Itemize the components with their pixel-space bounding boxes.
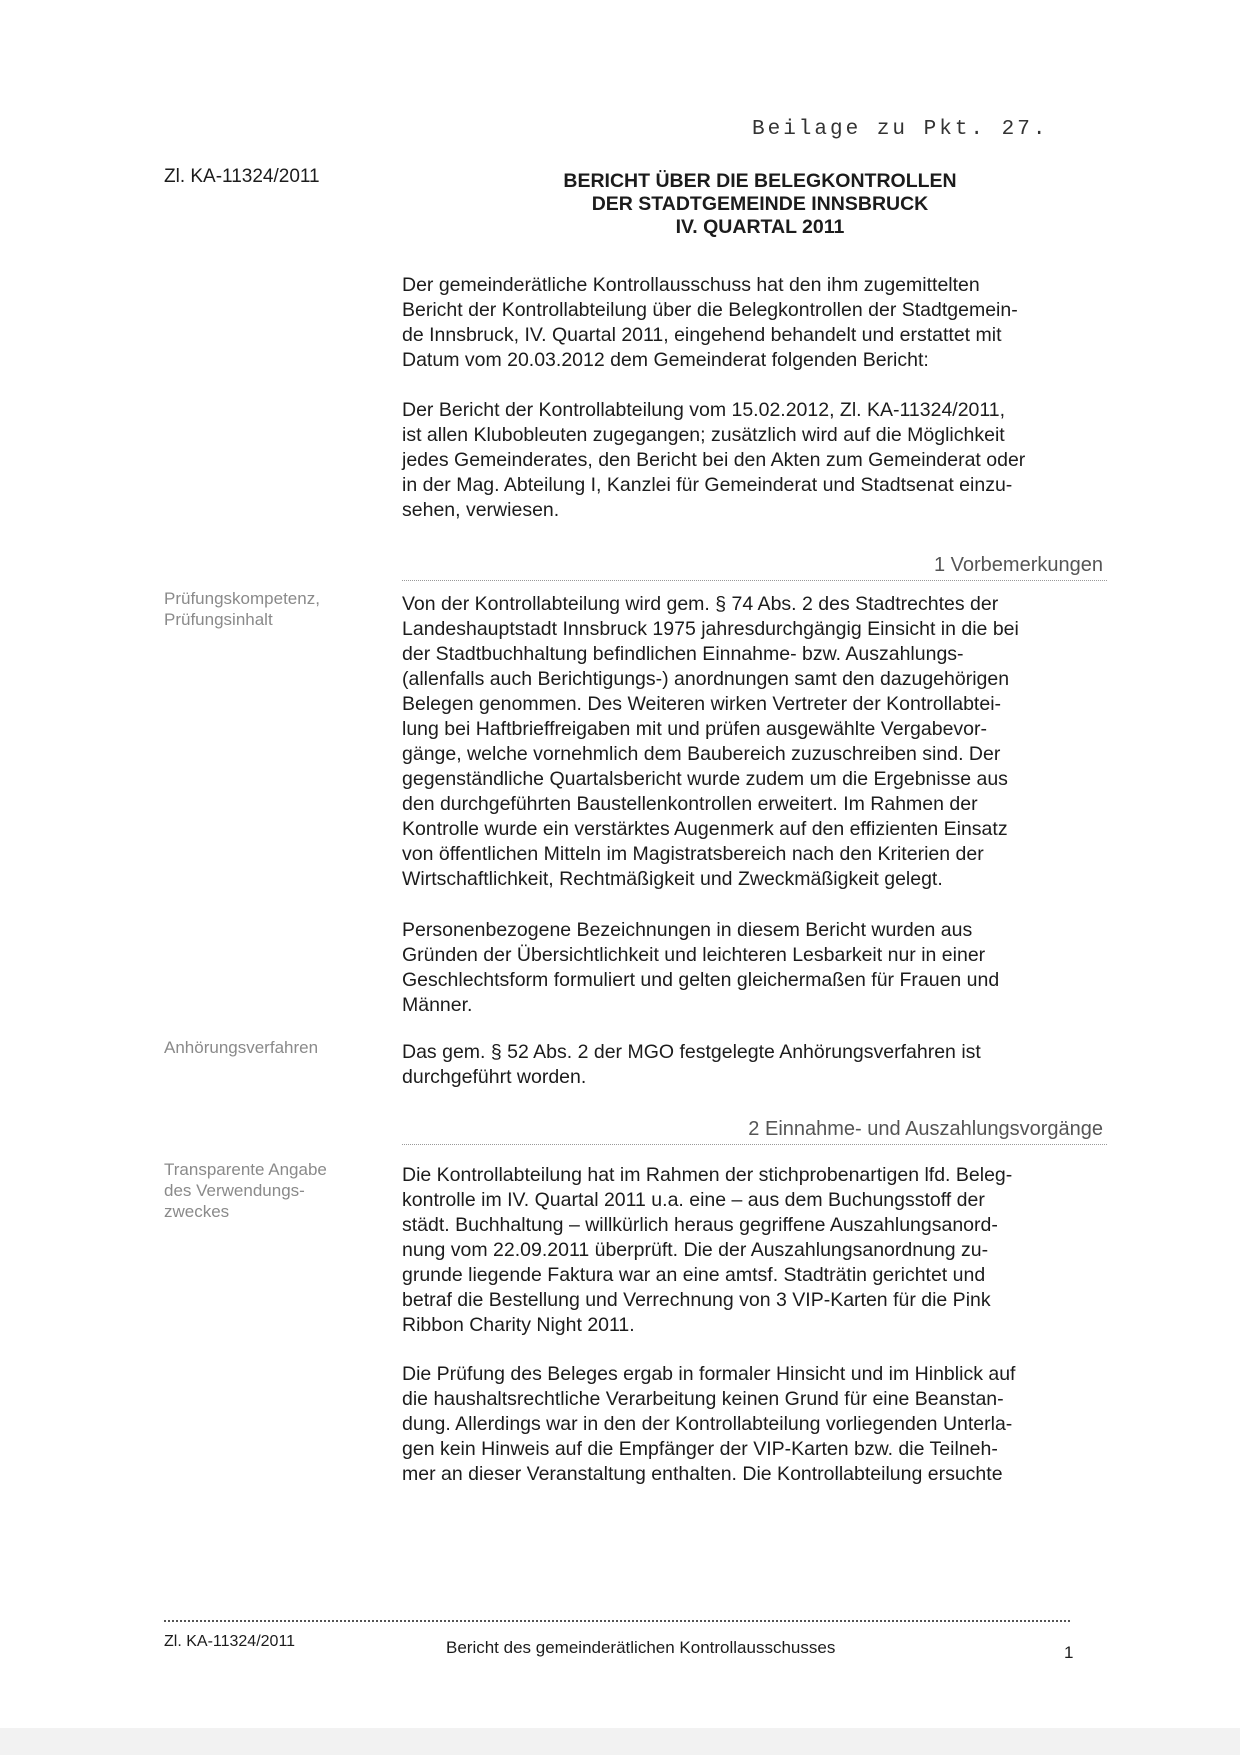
- side-label-pruefungskompetenz: Prüfungskompetenz, Prüfungsinhalt: [164, 589, 320, 629]
- side-label-transparente-angabe: Transparente Angabe des Verwendungs- zweckes: [164, 1160, 327, 1221]
- section-2-heading: [402, 1118, 1107, 1145]
- section-2-paragraph-1: Die Kontrollabteilung hat im Rahmen der stichprobenartigen lfd. Beleg- kontrolle im IV. Quartal 2011 u.a. eine – aus dem Buchungsstoff der städt. Buchhaltung – willkürlich heraus gegriffene Auszahlungsanord- nung vom 22.09.2011 überprüft. Die der Auszahlungsanordnung zu- grunde liegende Faktura war an eine amtsf. Stadträtin gerichtet und betraf die Bestellung und Verrechnung von 3 VIP-Karten für die Pink Ribbon Charity Night 2011.: [402, 1164, 1013, 1336]
- section-1-paragraph-1: Von der Kontrollabteilung wird gem. § 74 Abs. 2 des Stadtrechtes der Landeshauptstadt Innsbruck 1975 jahresdurchgängig Einsicht in die bei der Stadtbuchhaltung befindlichen Einnahme- bzw. Auszahlungs- (allenfalls auch Berichtigungs-) anordnungen samt den dazugehörigen Belegen genommen. Des Weiteren wirken Vertreter der Kontrollabtei- lung bei Haftbrieffreigaben mit und prüfen ausgewählte Vergabevor- gänge, welche vornehmlich dem Baubereich zuzuschreiben sind. Der gegenständliche Quartalsbericht wurde zudem um die Ergebnisse aus den durchgeführten Baustellenkontrollen erweitert. Im Rahmen der Kontrolle wurde ein verstärktes Augenmerk auf den effizienten Einsatz von öffentlichen Mitteln im Magistratsbereich nach den Kriterien der Wirtschaftlichkeit, Rechtmäßigkeit und Zweckmäßigkeit gelegt.: [402, 593, 1019, 890]
- intro-paragraph-1: Der gemeinderätliche Kontrollausschuss hat den ihm zugemittelten Bericht der Kontrollabteilung über die Belegkontrollen der Stadtgemein- de Innsbruck, IV. Quartal 2011, eingehend behandelt und erstattet mit Datum vom 20.03.2012 dem Gemeinderat folgenden Bericht:: [402, 274, 1018, 371]
- scan-bottom-edge: [0, 1728, 1240, 1755]
- page-number: 1: [1064, 1643, 1074, 1662]
- footer-divider: [164, 1620, 1070, 1622]
- document-title: [500, 170, 1020, 239]
- section-1-heading-label: 1 Vorbemerkungen: [933, 554, 1103, 576]
- footer-reference: Zl. KA-11324/2011: [164, 1633, 296, 1650]
- footer-caption: Bericht des gemeinderätlichen Kontrollausschusses: [446, 1638, 836, 1657]
- enclosure-stamp: Beilage zu Pkt. 27.: [752, 118, 1049, 141]
- section-2-heading-label: 2 Einnahme- und Auszahlungsvorgänge: [748, 1118, 1103, 1140]
- side-label-anhoerungsverfahren: Anhörungsverfahren: [164, 1038, 319, 1057]
- title-line-1: BERICHT ÜBER DIE BELEGKONTROLLEN: [563, 170, 957, 192]
- intro-paragraph-2: Der Bericht der Kontrollabteilung vom 15.02.2012, Zl. KA-11324/2011, ist allen Klubobleuten zugegangen; zusätzlich wird auf die Möglichkeit jedes Gemeinderates, den Bericht bei den Akten zum Gemeinderat oder in der Mag. Abteilung I, Kanzlei für Gemeinderat und Stadtsenat einzu- sehen, verwiesen.: [402, 399, 1026, 521]
- section-1-paragraph-2: Personenbezogene Bezeichnungen in diesem Bericht wurden aus Gründen der Übersichtlichkeit und leichteren Lesbarkeit nur in einer Geschlechtsform formuliert und gelten gleichermaßen für Frauen und Männer.: [402, 919, 1000, 1016]
- title-line-2: DER STADTGEMEINDE INNSBRUCK: [591, 193, 929, 215]
- title-line-3: IV. QUARTAL 2011: [675, 216, 845, 238]
- section-1-paragraph-3: Das gem. § 52 Abs. 2 der MGO festgelegte Anhörungsverfahren ist durchgeführt worden.: [402, 1041, 981, 1088]
- reference-number: Zl. KA-11324/2011: [164, 166, 320, 187]
- section-2-paragraph-2: Die Prüfung des Beleges ergab in formaler Hinsicht und im Hinblick auf die haushaltsrechtliche Verarbeitung keinen Grund für eine Beanstan- dung. Allerdings war in den der Kontrollabteilung vorliegenden Unterla- gen kein Hinweis auf die Empfänger der VIP-Karten bzw. die Teilneh- mer an dieser Veranstaltung enthalten. Die Kontrollabteilung ersuchte: [402, 1363, 1016, 1485]
- section-1-heading: [402, 554, 1107, 581]
